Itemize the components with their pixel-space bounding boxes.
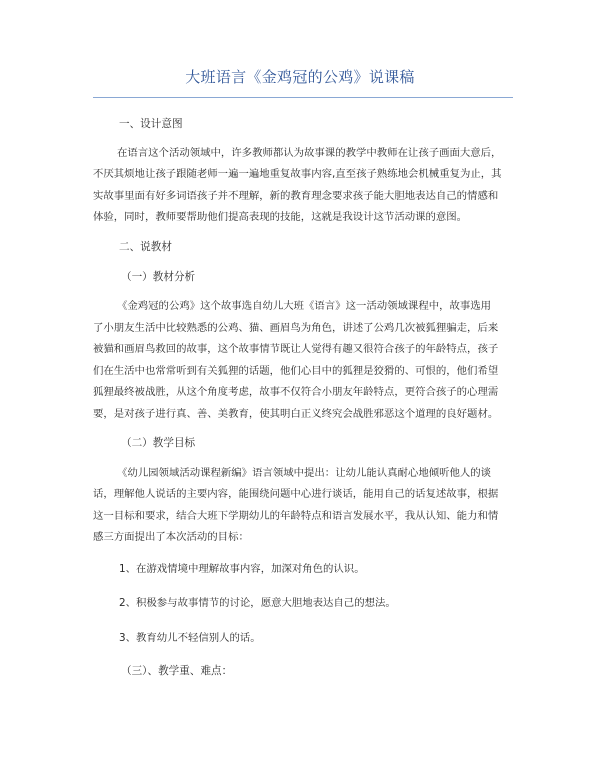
- paragraph-line: 了小朋友生活中比较熟悉的公鸡、猫、画眉鸟为角色，讲述了公鸡几次被狐狸骗走，后来: [93, 322, 499, 334]
- section-heading-design-intent: 一、设计意图: [119, 118, 183, 130]
- paragraph-line: 在语言这个活动领域中，许多教师都认为故事课的教学中教师在让孩子画面大意后，: [117, 147, 502, 159]
- paragraph-line: 《幼儿园领域活动课程新编》语言领域中提出：让幼儿能认真耐心地倾听他人的谈: [117, 467, 492, 479]
- subheading-key-difficult-points: （三）、教学重、难点：: [121, 665, 233, 677]
- title-underline: [93, 97, 513, 98]
- paragraph-line: 们在生活中也常常听到有关狐狸的话题，他们心目中的狐狸是狡猾的、可恨的，他们希望: [93, 365, 499, 377]
- paragraph-line: 话，理解他人说话的主要内容，能围绕问题中心进行谈话，能用自己的话复述故事，根据: [93, 488, 499, 500]
- goal-item: 3、教育幼儿不轻信别人的话。: [119, 632, 261, 644]
- paragraph-line: 要，是对孩子进行真、善、美教育，使其明白正义终究会战胜邪恶这个道理的良好题材。: [93, 408, 499, 420]
- paragraph-line: 实故事里面有好多词语孩子并不理解，新的教育理念要求孩子能大胆地表达自己的情感和: [93, 190, 499, 202]
- section-heading-teaching-material: 二、说教材: [119, 241, 172, 253]
- paragraph-line: 狐狸最终被战胜，从这个角度考虑，故事不仅符合小朋友年龄特点，更符合孩子的心理需: [93, 386, 499, 398]
- subheading-material-analysis: （一）教材分析: [121, 271, 196, 283]
- goal-item: 1、在游戏情境中理解故事内容，加深对角色的认识。: [119, 563, 365, 575]
- subheading-teaching-goals: （二）教学目标: [121, 437, 196, 449]
- paragraph-line: 体验，同时，教师要帮助他们提高表现的技能，这就是我设计这节活动课的意图。: [93, 211, 468, 223]
- paragraph-line: 不厌其烦地让孩子跟随老师一遍一遍地重复故事内容,直至孩子熟练地会机械重复为止，其: [93, 168, 502, 180]
- paragraph-line: 这一目标和要求，结合大班下学期幼儿的年龄特点和语言发展水平，我从认知、能力和情: [93, 510, 499, 522]
- paragraph-line: 《金鸡冠的公鸡》这个故事选自幼儿大班《语言》这一活动领域课程中，故事选用: [117, 300, 492, 312]
- goal-item: 2、积极参与故事情节的讨论，愿意大胆地表达自己的想法。: [119, 597, 396, 609]
- paragraph-line: 感三方面提出了本次活动的目标：: [93, 531, 249, 543]
- document-title: 大班语言《金鸡冠的公鸡》说课稿: [185, 68, 415, 86]
- paragraph-line: 被猫和画眉鸟救回的故事，这个故事情节既让人觉得有趣又很符合孩子的年龄特点，孩子: [93, 343, 499, 355]
